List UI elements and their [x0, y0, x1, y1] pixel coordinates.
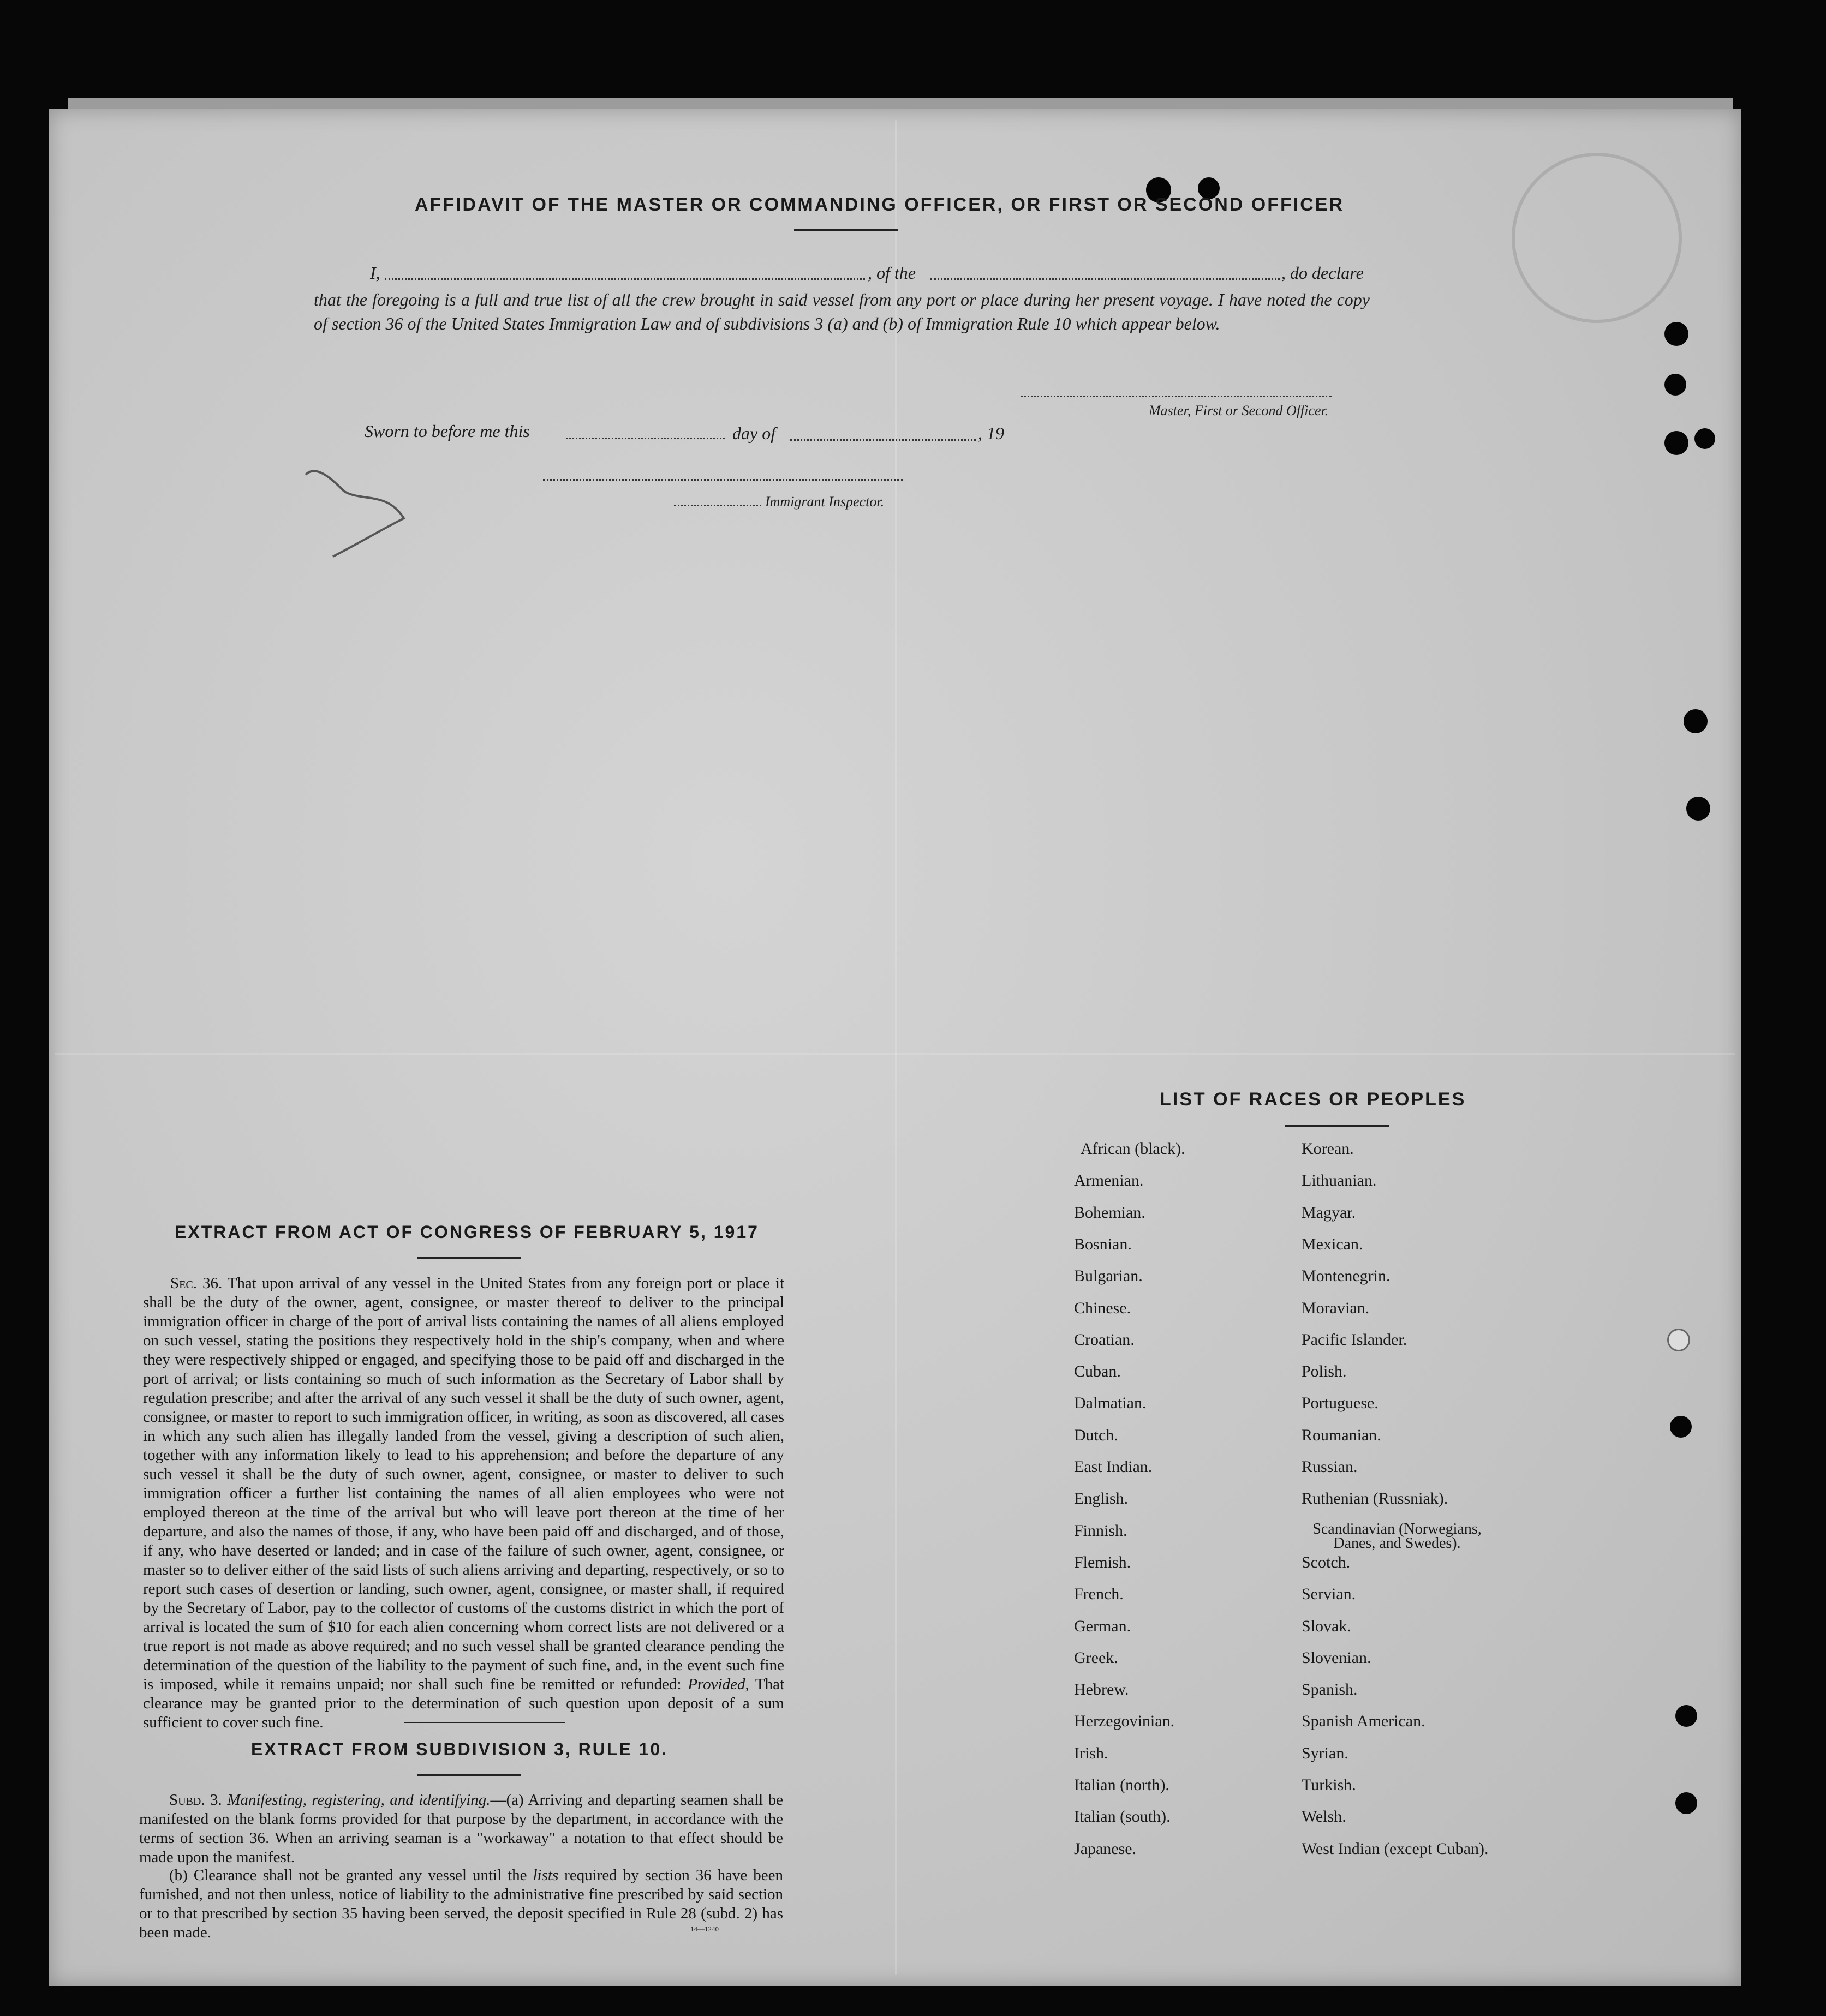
- binder-hole: [1667, 1329, 1690, 1351]
- race-item: Irish.: [1074, 1744, 1108, 1762]
- race-item: Scandinavian (Norwegians, Danes, and Swedes).: [1312, 1520, 1482, 1552]
- faded-seal-stamp: [1512, 153, 1682, 323]
- binder-hole: [1664, 431, 1688, 455]
- act-section-36-text: [143, 1274, 784, 1732]
- form-number: 14—1240: [690, 1925, 719, 1933]
- race-item: Mexican.: [1302, 1235, 1363, 1253]
- race-item: Chinese.: [1074, 1299, 1131, 1317]
- signature-label: Master, First or Second Officer.: [1149, 403, 1329, 418]
- section-divider: [404, 1722, 565, 1723]
- race-item: Portuguese.: [1302, 1394, 1379, 1413]
- sec-36-body-end: That clearance may be granted prior to the determination of such question upon deposit of a sum sufficient to cover such fine.: [143, 1676, 785, 1731]
- affidavit-title: AFFIDAVIT OF THE MASTER OR COMMANDING OFFICER, OR FIRST OR SECOND OFFICER: [415, 194, 1344, 215]
- race-item: Herzegovinian.: [1074, 1712, 1175, 1731]
- affidavit-i-label: I,: [370, 263, 380, 283]
- binder-hole: [1684, 709, 1708, 733]
- race-item: Cuban.: [1074, 1362, 1121, 1381]
- race-item: Croatian.: [1074, 1330, 1135, 1349]
- race-item: Armenian.: [1074, 1171, 1144, 1190]
- subd-para-b: required by section 36 have been furnished, and not then unless, notice of liability to the administrative fine prescribed by said section or to that prescribed by section 35 having been served, the deposit specified in Rule 28 (subd. 2) has been made.: [139, 1867, 784, 1941]
- race-item: Russian.: [1302, 1458, 1358, 1476]
- sworn-label: Sworn to before me this: [365, 421, 530, 441]
- race-item: Pacific Islander.: [1302, 1330, 1407, 1349]
- race-item: French.: [1074, 1585, 1124, 1604]
- signature-blank: [1021, 396, 1332, 397]
- vessel-blank: [930, 278, 1280, 280]
- day-of-label: day of: [732, 423, 776, 443]
- sec-label: Sec. 36.: [170, 1275, 223, 1292]
- race-item: Servian.: [1302, 1585, 1356, 1604]
- race-item: Ruthenian (Russniak).: [1302, 1489, 1448, 1508]
- binder-hole: [1694, 428, 1715, 449]
- affidavit-body: that the foregoing is a full and true list of all the crew brought in said vessel from any port or place during her present voyage. I have noted the copy of section 36 of the United States Immigration Law and of subdivisions 3 (a) and (b) of Immigration Rule 10 which appear below.: [314, 290, 1370, 333]
- race-item: Finnish.: [1074, 1521, 1127, 1540]
- binder-hole: [1664, 374, 1686, 396]
- rule-title-underline: [417, 1774, 521, 1776]
- race-item: German.: [1074, 1617, 1131, 1635]
- race-item: Welsh.: [1302, 1808, 1346, 1826]
- title-underline: [794, 229, 898, 231]
- rule-extract-title: EXTRACT FROM SUBDIVISION 3, RULE 10.: [251, 1739, 669, 1759]
- subd-label: Subd. 3.: [169, 1791, 222, 1809]
- race-item: East Indian.: [1074, 1458, 1153, 1476]
- provided-label: Provided,: [688, 1676, 749, 1693]
- race-item: Syrian.: [1302, 1744, 1348, 1762]
- handwritten-pen-mark: [295, 458, 415, 567]
- race-item: Bulgarian.: [1074, 1267, 1143, 1285]
- race-item: African (black).: [1081, 1140, 1185, 1158]
- race-item: Korean.: [1302, 1140, 1354, 1158]
- race-item: West Indian (except Cuban).: [1302, 1839, 1489, 1858]
- race-item: Bosnian.: [1074, 1235, 1132, 1253]
- fold-crease-vertical: [895, 120, 897, 1975]
- race-item: Spanish.: [1302, 1680, 1358, 1699]
- race-item: Japanese.: [1074, 1839, 1137, 1858]
- races-title-underline: [1285, 1125, 1389, 1127]
- affidavit-of-the-label: , of the: [868, 263, 916, 283]
- inspector-signature-blank: [543, 479, 903, 481]
- binder-hole: [1675, 1705, 1697, 1727]
- subd-para-b-prefix: (b) Clearance shall not be granted any vessel until the: [169, 1867, 527, 1884]
- subdivision-3-text: [139, 1791, 783, 1867]
- act-extract-title: EXTRACT FROM ACT OF CONGRESS OF FEBRUARY 5, 1917: [175, 1222, 759, 1242]
- race-item: Italian (south).: [1074, 1808, 1171, 1826]
- fold-crease-horizontal: [55, 1053, 1735, 1055]
- sworn-day-blank: [566, 438, 725, 439]
- year-label: , 19: [978, 423, 1004, 443]
- race-item: Bohemian.: [1074, 1203, 1145, 1222]
- subd-heading: Manifesting, registering, and identifying.: [227, 1791, 491, 1809]
- race-item: Spanish American.: [1302, 1712, 1425, 1731]
- binder-hole: [1675, 1792, 1697, 1814]
- race-item: Italian (north).: [1074, 1776, 1169, 1794]
- race-item: Polish.: [1302, 1362, 1347, 1381]
- race-item: Dutch.: [1074, 1426, 1118, 1444]
- race-item: Moravian.: [1302, 1299, 1370, 1317]
- binder-hole: [1670, 1416, 1692, 1438]
- inspector-blank-short: [674, 505, 761, 506]
- race-item: Montenegrin.: [1302, 1267, 1391, 1285]
- race-item: Slovak.: [1302, 1617, 1351, 1635]
- race-item: Slovenian.: [1302, 1648, 1371, 1667]
- race-item: English.: [1074, 1489, 1129, 1508]
- race-item: Roumanian.: [1302, 1426, 1381, 1444]
- race-item: Lithuanian.: [1302, 1171, 1377, 1190]
- act-title-underline: [417, 1257, 521, 1259]
- race-item: Greek.: [1074, 1648, 1118, 1667]
- race-item: Scotch.: [1302, 1553, 1351, 1571]
- binder-hole: [1664, 322, 1688, 346]
- race-item: Magyar.: [1302, 1203, 1356, 1222]
- name-blank: [385, 278, 865, 280]
- subdivision-3-b-text: [139, 1866, 783, 1942]
- binder-hole: [1686, 797, 1710, 821]
- races-title: LIST OF RACES OR PEOPLES: [1160, 1089, 1466, 1110]
- inspector-label: Immigrant Inspector.: [765, 494, 885, 510]
- lists-word: lists: [533, 1867, 559, 1884]
- sworn-month-blank: [790, 439, 976, 441]
- race-item: Dalmatian.: [1074, 1394, 1147, 1413]
- race-item: Flemish.: [1074, 1553, 1131, 1571]
- sec-36-body: That upon arrival of any vessel in the United States from any foreign port or place it shall be the duty of the owner, agent, consignee, or master thereof to deliver to the principal immigration officer in charge of the port of arrival lists containing the names of all aliens employed on such vessel, stating the positions they respectively hold in the ship's company, when and where they were respectively shipped or engaged, and specifying those to be paid off and discharged in the port of arrival; or lists containing so much of such information as the Secretary of Labor shall by regulation prescribe; and after the arrival of any such vessel it shall be the duty of such owner, agent, consignee, or master to report to such immigration officer, in writing, as soon as discovered, all cases in which any such alien has illegally landed from the vessel, giving a description of such alien, together with any information likely to lead to his apprehension; and before the departure of any such vessel it shall be the duty of such owner, agent, consignee, or master to deliver to such immigration officer a further list containing the names of all alien employees who were not employed thereon at the time of the arrival but who will leave port thereon at the time of her departure, and also the names of those, if any, who have been paid off and discharged, and of those, if any, who have deserted or landed; and in case of the failure of such owner, agent, consignee, or master so to deliver either of the said lists of such aliens arriving and departing, respectively, or so to report such cases of desertion or landing, such owner, agent, consignee, or master shall, if required by the Secretary of Labor, pay to the collector of customs of the customs district in which the port of arrival is located the sum of $10 for each alien concerning whom correct lists are not delivered or a true report is not made as above required; and no such vessel shall be granted clearance pending the determination of the question of the liability to the payment of such fine, and, in the event such fine is imposed, while it remains unpaid; nor shall such fine be remitted or refunded:: [143, 1275, 784, 1693]
- affidavit-do-declare: , do declare: [1281, 263, 1364, 283]
- subd-para-a: —(a) Arriving and departing seamen shall be manifested on the blank forms provided for that purpose by the department, in accordance with the terms of section 36. When an arriving seaman is a "workaway" a notation to that effect should be made upon the manifest.: [139, 1791, 783, 1866]
- race-item: Turkish.: [1302, 1776, 1356, 1794]
- race-item: Hebrew.: [1074, 1680, 1129, 1699]
